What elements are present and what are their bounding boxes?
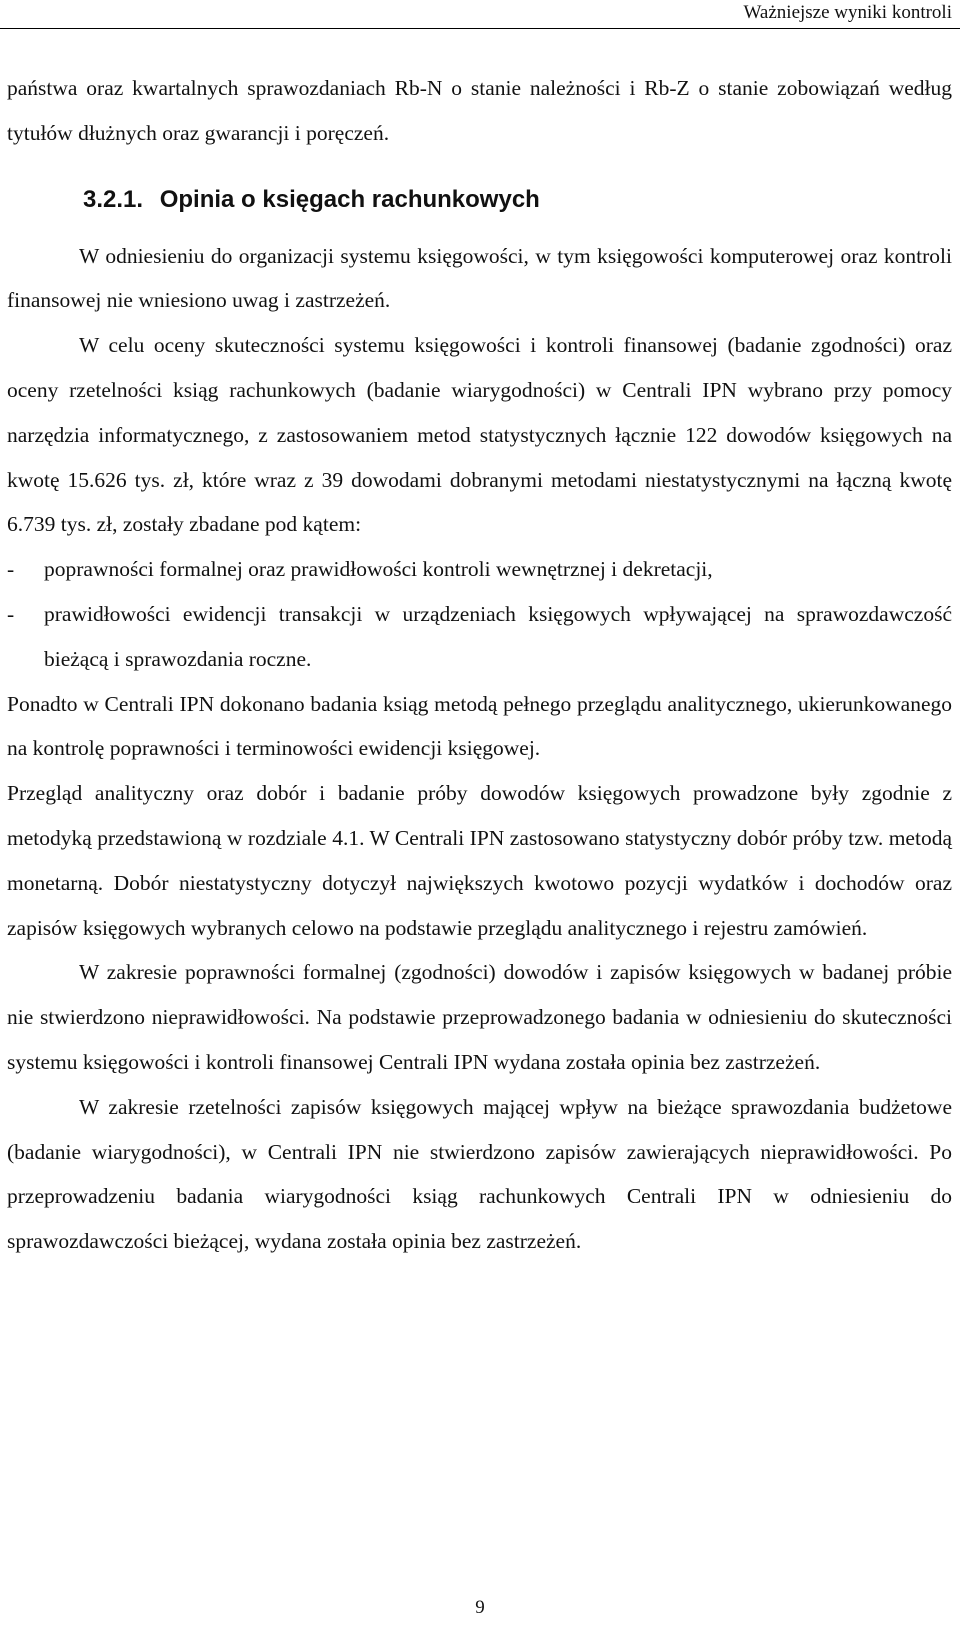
paragraph-reliability: W zakresie rzetelności zapisów księgowych mającej wpływ na bieżące sprawozdania budżetowe (badanie wiarygodności), w Centrali IPN nie stwierdzono zapisów zawierających nieprawidłowości. Po przeprowadzeniu badania wiarygodności ksiąg rachunkowych Centrali IPN w odniesieniu do sprawozdawczości bieżącej, wydana została opinia bez zastrzeżeń. bbox=[7, 1094, 952, 1254]
section-number: 3.2.1. bbox=[83, 185, 144, 213]
paragraph-formal-correctness: W zakresie poprawności formalnej (zgodności) dowodów i zapisów księgowych w badanej próbie nie stwierdzono nieprawidłowości. Na podstawie przeprowadzonego badania w odniesieniu do skuteczności systemu księgowości i kontroli finansowej Centrali IPN wydana została opinia bez zastrzeżeń. bbox=[7, 960, 952, 1074]
list-dash: - bbox=[7, 601, 15, 626]
paragraph-evaluation-method: W celu oceny skuteczności systemu księgowości i kontroli finansowej (badanie zgodności) oraz oceny rzetelności ksiąg rachunkowych (badanie wiarygodności) w Centrali IPN wybrano przy pomocy narzędzia informatycznego, z zastosowaniem metod statystycznych łącznie 122 dowodów księgowych na kwotę 15.626 tys. zł, które wraz z 39 dowodami dobranymi metodami niestatystycznymi na łączną kwotę 6.739 tys. zł, zostały zbadane pod kątem: bbox=[7, 333, 952, 537]
list-item-text: poprawności formalnej oraz prawidłowości kontroli wewnętrznej i dekretacji, bbox=[44, 557, 713, 582]
list-dash: - bbox=[7, 557, 15, 582]
section-heading bbox=[83, 180, 952, 220]
list-item bbox=[7, 547, 952, 592]
paragraph-sampling: Przegląd analityczny oraz dobór i badanie próby dowodów księgowych prowadzone były zgodnie z metodyką przedstawioną w rozdziale 4.1. W Centrali IPN zastosowano statystyczny dobór próby tzw. metodą monetarną. Dobór niestatystyczny dotyczył największych kwotowo pozycji wydatków i dochodów oraz zapisów księgowych wybranych celowo na podstawie przeglądu analitycznego i rejestru zamówień. bbox=[7, 781, 952, 940]
list-item-text: prawidłowości ewidencji transakcji w urządzeniach księgowych wpływającej na sprawozdawczość bieżącą i sprawozdania roczne. bbox=[44, 601, 952, 671]
running-title: Ważniejsze wyniki kontroli bbox=[743, 2, 952, 23]
page-number: 9 bbox=[475, 1597, 485, 1618]
running-header bbox=[0, 0, 960, 29]
paragraph-continuation: państwa oraz kwartalnych sprawozdaniach Rb-N o stanie należności i Rb-Z o stanie zobowiązań według tytułów dłużnych oraz gwarancji i poręczeń. bbox=[7, 76, 952, 145]
section-title: Opinia o księgach rachunkowych bbox=[159, 185, 540, 213]
list-item bbox=[7, 592, 952, 682]
paragraph-organization: W odniesieniu do organizacji systemu księgowości, w tym księgowości komputerowej oraz kontroli finansowej nie wniesiono uwag i zastrzeżeń. bbox=[7, 243, 952, 313]
page-content bbox=[7, 66, 952, 1264]
criteria-list bbox=[7, 547, 952, 681]
paragraph-analytical-review: Ponadto w Centrali IPN dokonano badania ksiąg metodą pełnego przeglądu analitycznego, ukierunkowanego na kontrolę poprawności i terminowości ewidencji księgowej. bbox=[7, 691, 952, 761]
